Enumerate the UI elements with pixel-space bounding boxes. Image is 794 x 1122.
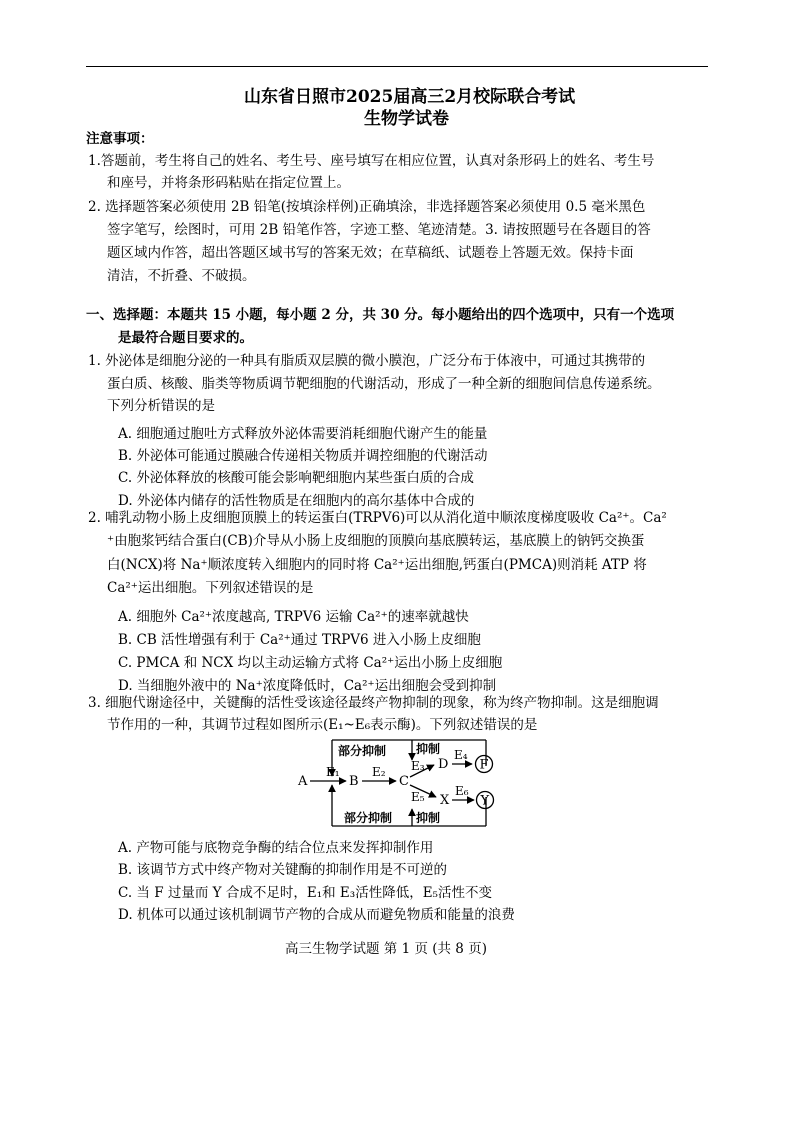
node-y: Y [480, 793, 490, 809]
notice-line: 1.答题前，考生将自己的姓名、考生号、座号填写在相应位置，认真对条形码上的姓名、考生号 [88, 153, 655, 169]
paper-subtitle: 生物学试卷 [364, 109, 449, 129]
label-partial-inhibition-top: 部分抑制 [338, 744, 387, 758]
question-1-option-b: B. 外泌体可能通过膜融合传递相关物质并调控细胞的代谢活动 [118, 448, 488, 464]
enzyme-e6: E₆ [455, 784, 469, 798]
node-x: X [440, 793, 450, 808]
label-inhibition-top: 抑制 [416, 742, 441, 756]
question-1-stem: 下列分析错误的是 [107, 398, 215, 414]
question-3-option-b: B. 该调节方式中终产物对关键酶的抑制作用是不可逆的 [118, 862, 448, 878]
question-2-option-d: D. 当细胞外液中的 Na⁺浓度降低时，Ca²⁺运出细胞会受到抑制 [118, 678, 497, 694]
enzyme-e1: E₁ [326, 765, 340, 779]
question-2-stem: 白(NCX)将 Na⁺顺浓度转入细胞内的同时将 Ca²⁺运出细胞,钙蛋白(PMCA)则消耗 ATP 将 [107, 557, 647, 573]
notice-line: 签字笔写，绘图时，可用 2B 铅笔作答，字迹工整、笔迹清楚。3. 请按照题号在各题目的答 [107, 222, 651, 238]
question-3-option-c: C. 当 F 过量而 Y 合成不足时，E₁和 E₃活性降低，E₅活性不变 [118, 885, 492, 901]
question-1-stem: 蛋白质、核酸、脂类等物质调节靶细胞的代谢活动，形成了一种全新的细胞间信息传递系统。 [107, 376, 661, 392]
notice-line: 和座号，并将条形码粘贴在指定位置上。 [107, 175, 350, 191]
notice-line: 2. 选择题答案必须使用 2B 铅笔(按填涂样例)正确填涂，非选择题答案必须使用 0.5 毫米黑色 [88, 199, 646, 215]
notice-line: 题区域内作答，超出答题区域书写的答案无效；在草稿纸、试题卷上答题无效。保持卡面 [107, 245, 634, 261]
enzyme-e4: E₄ [454, 748, 468, 762]
question-3-option-d: D. 机体可以通过该机制调节产物的合成从而避免物质和能量的浪费 [118, 907, 515, 923]
question-1-stem: 1. 外泌体是细胞分泌的一种具有脂质双层膜的微小膜泡，广泛分布于体液中，可通过其携带的 [88, 353, 646, 369]
notice-line: 清洁，不折叠、不破损。 [107, 268, 256, 284]
question-2-stem: 2. 哺乳动物小肠上皮细胞顶膜上的转运蛋白(TRPV6)可以从消化道中顺浓度梯度吸收 Ca²⁺。Ca² [88, 510, 667, 526]
section-heading-cont: 是最符合题目要求的。 [118, 330, 253, 346]
question-2-option-c: C. PMCA 和 NCX 均以主动运输方式将 Ca²⁺运出小肠上皮细胞 [118, 655, 503, 671]
question-1-option-c: C. 外泌体释放的核酸可能会影响靶细胞内某些蛋白质的合成 [118, 470, 474, 486]
section-heading: 一、选择题：本题共 15 小题，每小题 2 分，共 30 分。每小题给出的四个选项中，只有一个选项 [86, 307, 675, 323]
label-partial-inhibition-bottom: 部分抑制 [344, 811, 393, 825]
enzyme-e3: E₃ [411, 759, 425, 773]
question-2-option-a: A. 细胞外 Ca²⁺浓度越高, TRPV6 运输 Ca²⁺的速率就越快 [118, 609, 469, 625]
paper-title: 山东省日照市2025届高三2月校际联合考试 [244, 87, 576, 107]
header-rule [86, 66, 708, 67]
node-c: C [399, 774, 409, 789]
question-1-option-a: A. 细胞通过胞吐方式释放外泌体需要消耗细胞代谢产生的能量 [118, 426, 488, 442]
enzyme-e5: E₅ [411, 790, 425, 804]
question-2-stem: ⁺由胞浆钙结合蛋白(CB)介导从小肠上皮细胞的顶膜向基底膜转运，基底膜上的钠钙交换蛋 [107, 533, 645, 549]
notice-heading: 注意事项： [86, 131, 154, 147]
page-footer: 高三生物学试题 第 1 页 (共 8 页) [285, 941, 487, 957]
question-3-option-a: A. 产物可能与底物竞争酶的结合位点来发挥抑制作用 [118, 840, 434, 856]
node-d: D [438, 757, 449, 772]
question-3-stem: 节作用的一种，其调节过程如图所示(E₁~E₆表示酶)。下列叙述错误的是 [107, 717, 538, 733]
node-b: B [349, 774, 359, 789]
label-inhibition-bottom: 抑制 [416, 811, 441, 825]
question-2-stem: Ca²⁺运出细胞。下列叙述错误的是 [107, 580, 314, 596]
node-a: A [298, 774, 308, 789]
question-3-stem: 3. 细胞代谢途径中，关键酶的活性受该途径最终产物抑制的现象，称为终产物抑制。这是细胞调 [88, 695, 659, 711]
question-1-option-d: D. 外泌体内储存的活性物质是在细胞内的高尔基体中合成的 [118, 493, 475, 509]
question-2-option-b: B. CB 活性增强有利于 Ca²⁺通过 TRPV6 进入小肠上皮细胞 [118, 632, 481, 648]
feedback-inhibition-diagram [290, 735, 500, 830]
node-f: F [479, 757, 489, 773]
enzyme-e2: E₂ [372, 765, 386, 779]
